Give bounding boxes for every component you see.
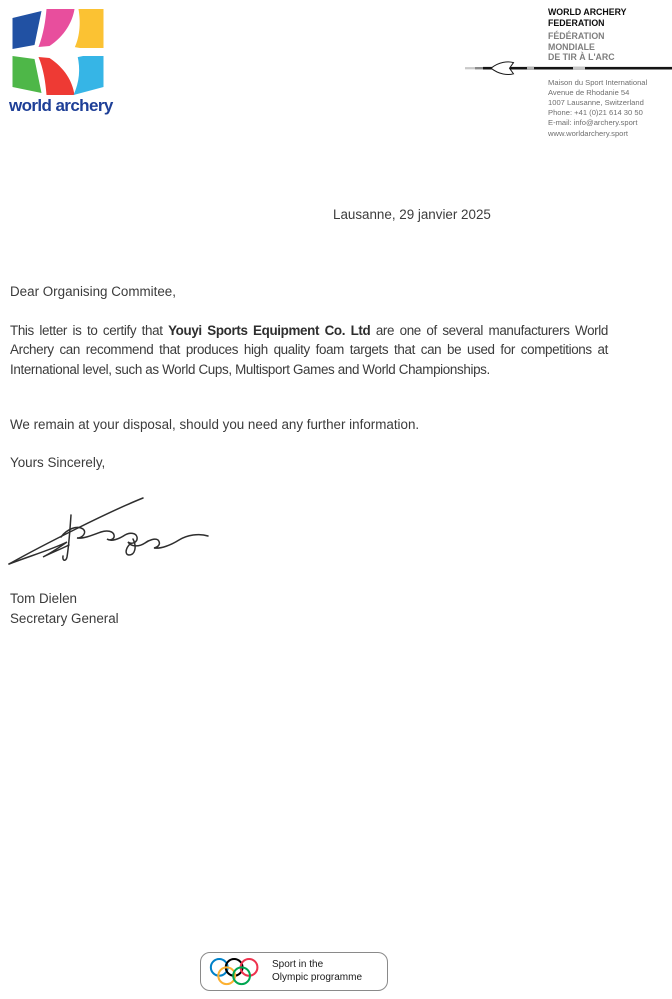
address-line: 1007 Lausanne, Switzerland	[548, 97, 644, 107]
federation-name-fr	[548, 31, 672, 63]
arrow-graphic	[455, 60, 672, 76]
olympic-badge	[200, 952, 388, 991]
company-name: Youyi Sports Equipment Co. Ltd	[168, 323, 371, 338]
signer-title: Secretary General	[10, 610, 119, 626]
logo-segment-yellow	[75, 9, 104, 48]
body-paragraph	[10, 321, 608, 379]
federation-name-fr-line: MONDIALE	[548, 41, 595, 52]
address-line: www.worldarchery.sport	[548, 128, 629, 138]
olympic-badge-text	[272, 959, 362, 984]
arrow-rule-icon	[455, 60, 672, 76]
dateline: Lausanne, 29 janvier 2025	[333, 207, 491, 222]
federation-name-en	[548, 7, 672, 28]
federation-name-en-line: WORLD ARCHERY	[548, 7, 627, 17]
valediction: Yours Sincerely,	[10, 455, 106, 470]
logo-segment-pink	[39, 9, 75, 47]
address-line: Phone: +41 (0)21 614 30 50	[548, 108, 643, 118]
logo-segment-blue	[13, 11, 42, 49]
olympic-rings-icon	[209, 956, 263, 988]
address-line: E-mail: info@archery.sport	[548, 118, 638, 128]
address-block	[548, 78, 672, 139]
body-text: This letter is to certify that	[10, 323, 169, 338]
federation-name-en-line: FEDERATION	[548, 17, 605, 28]
signer-block	[10, 589, 119, 628]
brand-wordmark: world archery	[9, 96, 113, 115]
federation-name-fr-line: FÉDÉRATION	[548, 31, 605, 41]
logo-segment-green	[13, 56, 42, 93]
world-archery-logo	[10, 8, 106, 101]
closing-line: We remain at your disposal, should you need any further information.	[10, 417, 420, 432]
world-archery-logo-icon	[10, 8, 106, 96]
olympic-badge-line1: Sport in the	[272, 959, 324, 970]
federation-name-fr-line: DE TIR À L'ARC	[548, 52, 615, 62]
body-text: are one of several manufacturers World Archery can recommend that produces high quality foam targets that can be used for competitions at International level, such as World Cups, Multisport Games and World Championships.	[10, 323, 609, 377]
logo-segment-cyan	[74, 56, 104, 95]
signer-name: Tom Dielen	[10, 591, 77, 606]
address-line: Maison du Sport International	[548, 77, 648, 87]
greeting: Dear Organising Commitee,	[10, 284, 176, 299]
olympic-badge-line2: Olympic programme	[272, 971, 363, 983]
logo-segment-red	[39, 57, 75, 95]
address-line: Avenue de Rhodanie 54	[548, 87, 630, 97]
signature	[3, 487, 215, 569]
